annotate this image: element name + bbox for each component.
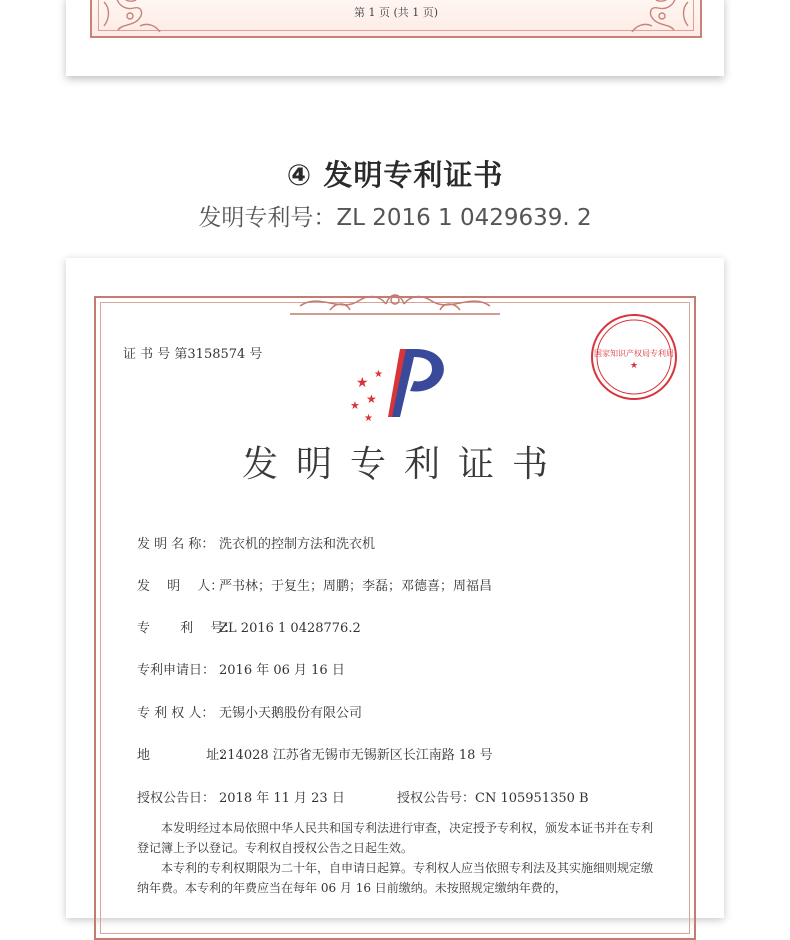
field-invention-name: 发 明 名 称： 洗衣机的控制方法和洗衣机 xyxy=(137,537,376,552)
certificate-paragraph-1: 本发明经过本局依照中华人民共和国专利法进行审查，决定授予专利权，颁发本证书并在专利登记簿上予以登记。专利权自授权公告之日起生效。 xyxy=(137,821,654,855)
patent-office-logo xyxy=(344,343,454,423)
certificate-number: 证 书 号 第3158574 号 xyxy=(123,347,263,362)
page-indicator: 第 1 页 (共 1 页) xyxy=(353,6,439,19)
previous-certificate-frame xyxy=(90,0,702,38)
svg-text:★: ★ xyxy=(364,413,373,423)
field-inventors: 发 明 人：严书林；于复生；周鹏；李磊；邓德喜；周福昌 xyxy=(137,579,493,594)
field-grant-number: 授权公告号：CN 105951350 B xyxy=(397,791,589,806)
top-ornament-icon xyxy=(290,284,500,320)
previous-certificate-card xyxy=(66,0,724,76)
seal-text: 国家知识产权局专利局 xyxy=(594,349,674,358)
svg-text:★: ★ xyxy=(629,361,639,371)
official-seal xyxy=(589,312,679,402)
certificate-paragraph-2: 本专利的专利权期限为二十年，自申请日起算。专利权人应当依照专利法及其实施细则规定缴纳年费。本专利的年费应当在每年 06 月 16 日前缴纳。未按照规定缴纳年费的， xyxy=(137,861,654,895)
svg-text:★: ★ xyxy=(350,399,360,412)
section-title: ④ 发明专利证书 xyxy=(286,158,504,192)
field-patent-number: 专 利 号：ZL 2016 1 0428776.2 xyxy=(137,621,361,636)
field-grant-date: 授权公告日： 2018 年 11 月 23 日 xyxy=(137,791,345,806)
patent-certificate xyxy=(66,258,724,918)
field-patentee: 专 利 权 人： 无锡小天鹅股份有限公司 xyxy=(137,706,363,721)
field-address: 地 址：214028 江苏省无锡市无锡新区长江南路 18 号 xyxy=(137,748,493,763)
svg-text:★: ★ xyxy=(374,369,383,380)
svg-text:★: ★ xyxy=(366,392,377,406)
certificate-title: 发明专利证书 xyxy=(241,444,566,485)
patent-number-subtitle: 发明专利号：ZL 2016 1 0429639. 2 xyxy=(198,205,592,231)
svg-text:★: ★ xyxy=(356,375,369,391)
field-application-date: 专利申请日： 2016 年 06 月 16 日 xyxy=(137,663,345,678)
